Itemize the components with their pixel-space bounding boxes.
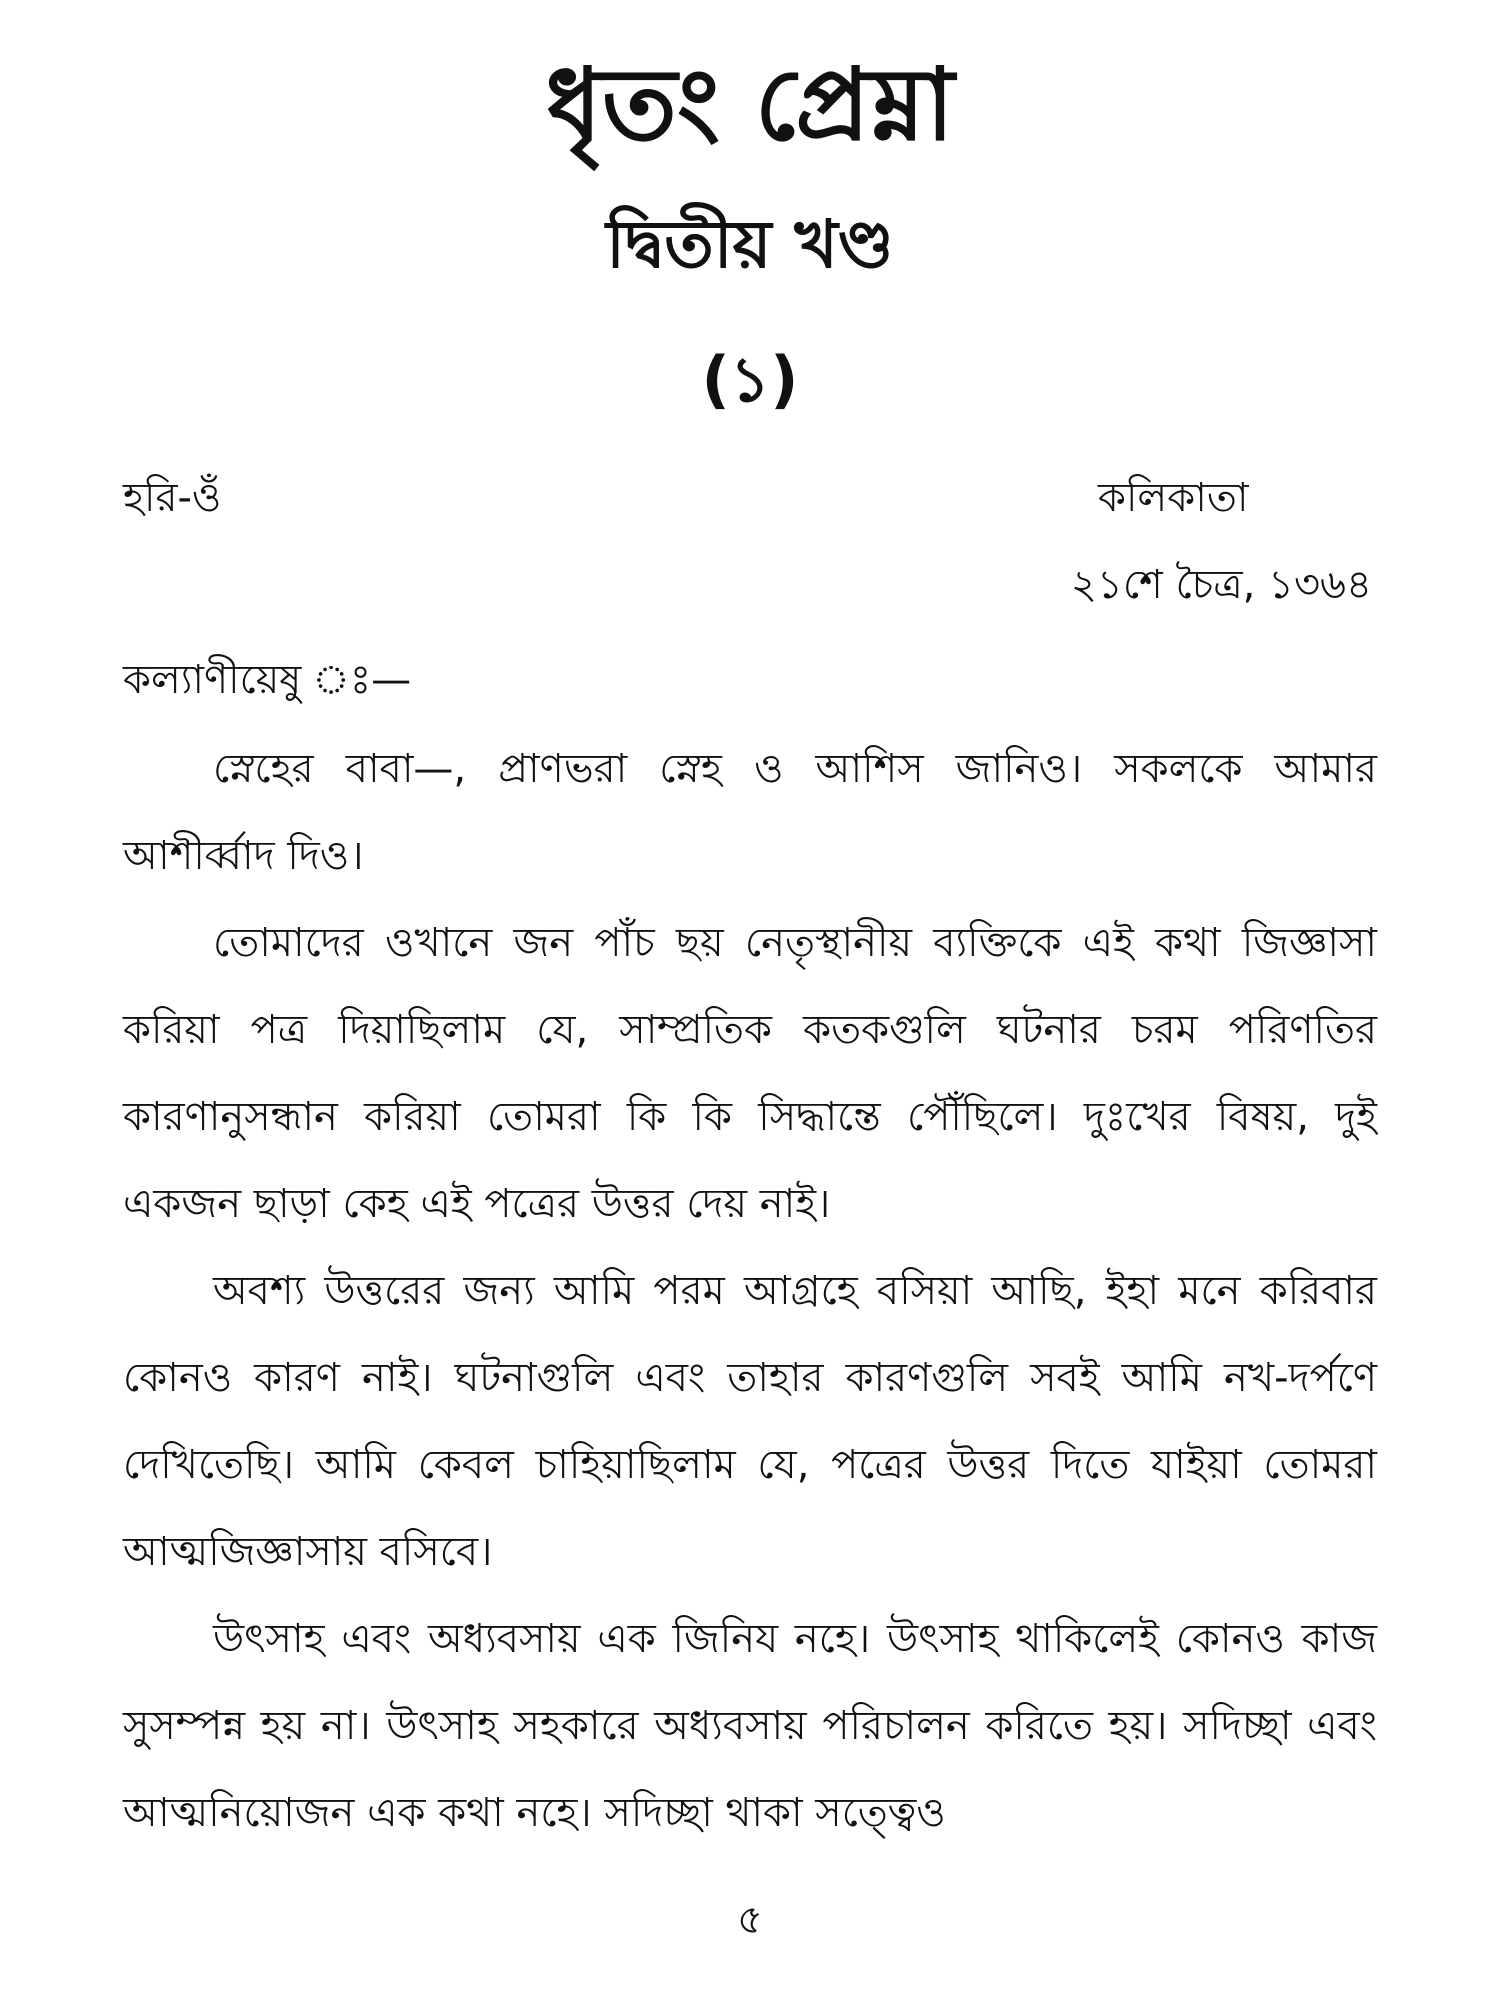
paragraph: স্নেহের বাবা—, প্রাণভরা স্নেহ ও আশিস জানিও। সকলকে আমার আশীর্ব্বাদ দিও। [123, 746, 1377, 879]
paragraph: অবশ্য উত্তরের জন্য আমি পরম আগ্রহে বসিয়া আছি, ইহা মনে করিবার কোনও কারণ নাই। ঘটনাগুলি এবং তাহার কারণগুলি সবই আমি নখ-দর্পণে দেখিতেছি। আমি কেবল চাহিয়াছিলাম যে, পত্রের উত্তর দিতে যাইয়া তোমরা আত্মজিজ্ঞাসায় বসিবে। [123, 1268, 1377, 1575]
paragraph: উৎসাহ এবং অধ্যবসায় এক জিনিয নহে। উৎসাহ থাকিলেই কোনও কাজ সুসম্পন্ন হয় না। উৎসাহ সহকারে অধ্যবসায় পরিচালন করিতে হয়। সদিচ্ছা এবং আত্মনিয়োজন এক কথা নহে। সদিচ্ছা থাকা সত্ত্বেও [123, 1616, 1377, 1836]
letter-body [123, 726, 1377, 1857]
letter-date: ২১শে চৈত্র, ১৩৬৪ [1070, 562, 1372, 608]
book-title: ধৃতং প্রেম্না [545, 46, 955, 163]
invocation: হরি-ওঁ [123, 475, 222, 521]
addressee: কল্যাণীয়েষু ঃ— [123, 657, 412, 703]
letter-place: কলিকাতা [1098, 475, 1249, 521]
letter-number: (১) [701, 343, 799, 416]
page-number: ৫ [737, 1897, 763, 1943]
volume-subtitle: দ্বিতীয় খণ্ড [606, 206, 894, 283]
paragraph: তোমাদের ওখানে জন পাঁচ ছয় নেতৃস্থানীয় ব্যক্তিকে এই কথা জিজ্ঞাসা করিয়া পত্র দিয়াছিলাম যে, সাম্প্রতিক কতকগুলি ঘটনার চরম পরিণতির কারণানুসন্ধান করিয়া তোমরা কি কি সিদ্ধান্তে পৌঁছিলে। দুঃখের বিষয়, দুই একজন ছাড়া কেহ এই পত্রের উত্তর দেয় নাই। [123, 920, 1377, 1227]
